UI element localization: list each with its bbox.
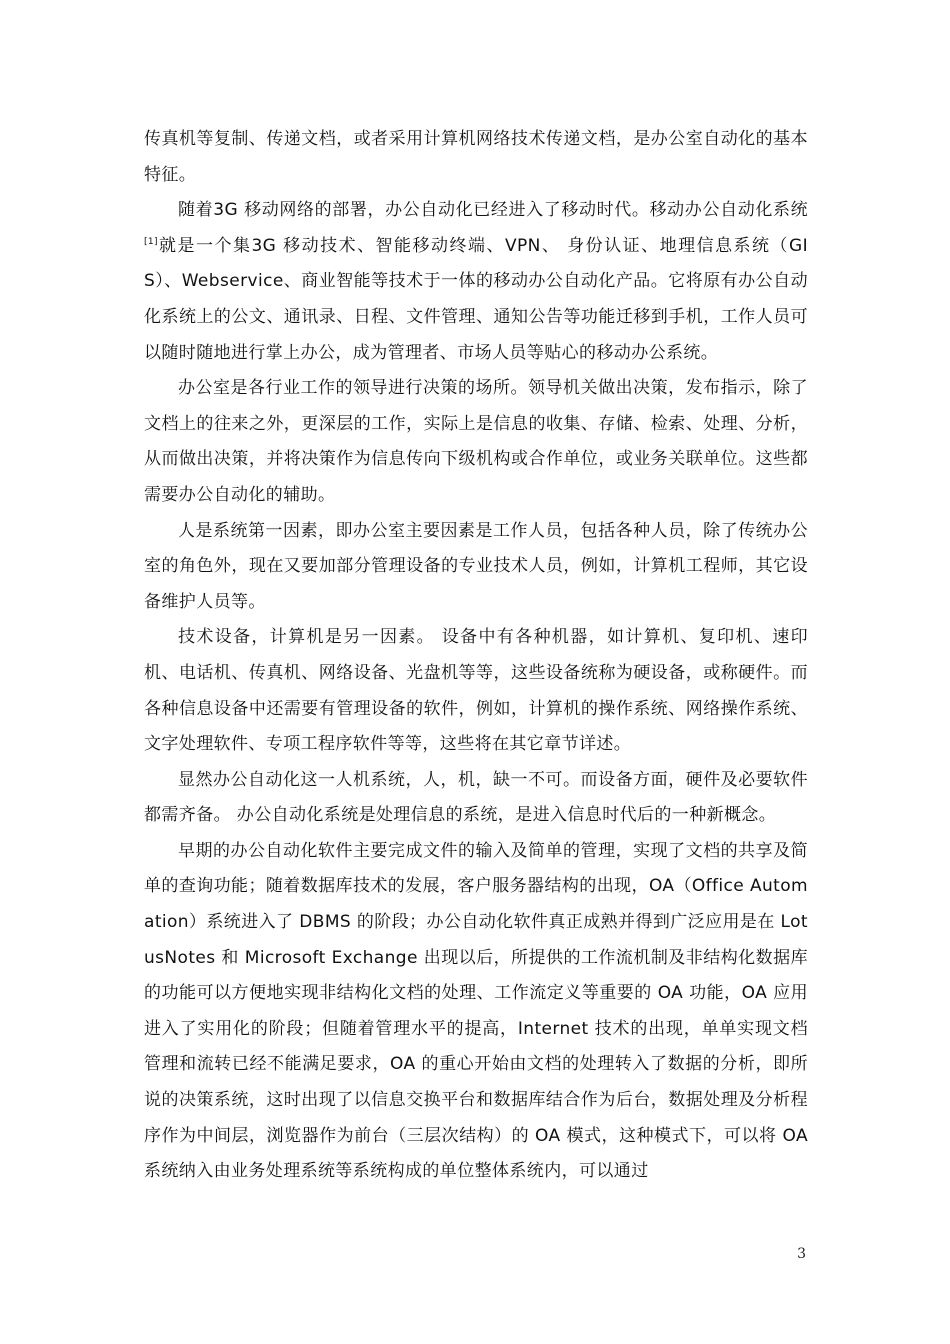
paragraph-5: 技术设备，计算机是另一因素。 设备中有各种机器，如计算机、复印机、速印机、电话机、传真机、网络设备、光盘机等等，这些设备统称为硬设备，或称硬件。而各种信息设备中还需要有管理设备的软件，例如，计算机的操作系统、网络操作系统、文字处理软件、专项工程序软件等等，这些将在其它章节详述。	[144, 627, 808, 755]
paragraph-2-text-after: 就是一个集3G 移动技术、智能移动终端、VPN、 身份认证、地理信息系统（GIS）、Webservice、商业智能等技术于一体的移动办公自动化产品。它将原有办公自动化系统上的公文、通讯录、日程、文件管理、通知公告等功能迁移到手机，工作人员可以随时随地进行掌上办公，成为管理者、市场人员等贴心的移动办公系统。	[144, 235, 808, 363]
paragraph-2-text-before: 随着3G 移动网络的部署，办公自动化已经进入了移动时代。移动办公自动化系统	[178, 200, 808, 221]
paragraph-2	[144, 193, 808, 371]
citation-reference: [1]	[144, 236, 158, 247]
page-number: 3	[797, 1246, 806, 1262]
paragraph-6: 显然办公自动化这一人机系统，人，机，缺一不可。而设备方面，硬件及必要软件都需齐备。 办公自动化系统是处理信息的系统，是进入信息时代后的一种新概念。	[144, 769, 808, 826]
body-text	[144, 122, 808, 1190]
paragraph-7: 早期的办公自动化软件主要完成文件的输入及简单的管理，实现了文档的共享及简单的查询功能；随着数据库技术的发展，客户服务器结构的出现，OA（Office Automation）系统进入了 DBMS 的阶段；办公自动化软件真正成熟并得到广泛应用是在 LotusNotes 和 Microsoft Exchange 出现以后，所提供的工作流机制及非结构化数据库的功能可以方便地实现非结构化文档的处理、工作流定义等重要的 OA 功能，OA 应用进入了实用化的阶段；但随着管理水平的提高，Internet 技术的出现，单单实现文档管理和流转已经不能满足要求，OA 的重心开始由文档的处理转入了数据的分析，即所说的决策系统，这时出现了以信息交换平台和数据库结合作为后台，数据处理及分析程序作为中间层，浏览器作为前台（三层次结构）的 OA 模式，这种模式下，可以将 OA 系统纳入由业务处理系统等系统构成的单位整体系统内，可以通过	[144, 840, 808, 1182]
paragraph-4: 人是系统第一因素，即办公室主要因素是工作人员，包括各种人员，除了传统办公室的角色外，现在又要加部分管理设备的专业技术人员，例如，计算机工程师，其它设备维护人员等。	[144, 520, 808, 612]
paragraph-3: 办公室是各行业工作的领导进行决策的场所。领导机关做出决策，发布指示，除了文档上的往来之外，更深层的工作，实际上是信息的收集、存储、检索、处理、分析，从而做出决策，并将决策作为信息传向下级机构或合作单位，或业务关联单位。这些都需要办公自动化的辅助。	[144, 378, 808, 505]
paragraph-1: 传真机等复制、传递文档，或者采用计算机网络技术传递文档，是办公室自动化的基本特征。	[144, 129, 808, 185]
